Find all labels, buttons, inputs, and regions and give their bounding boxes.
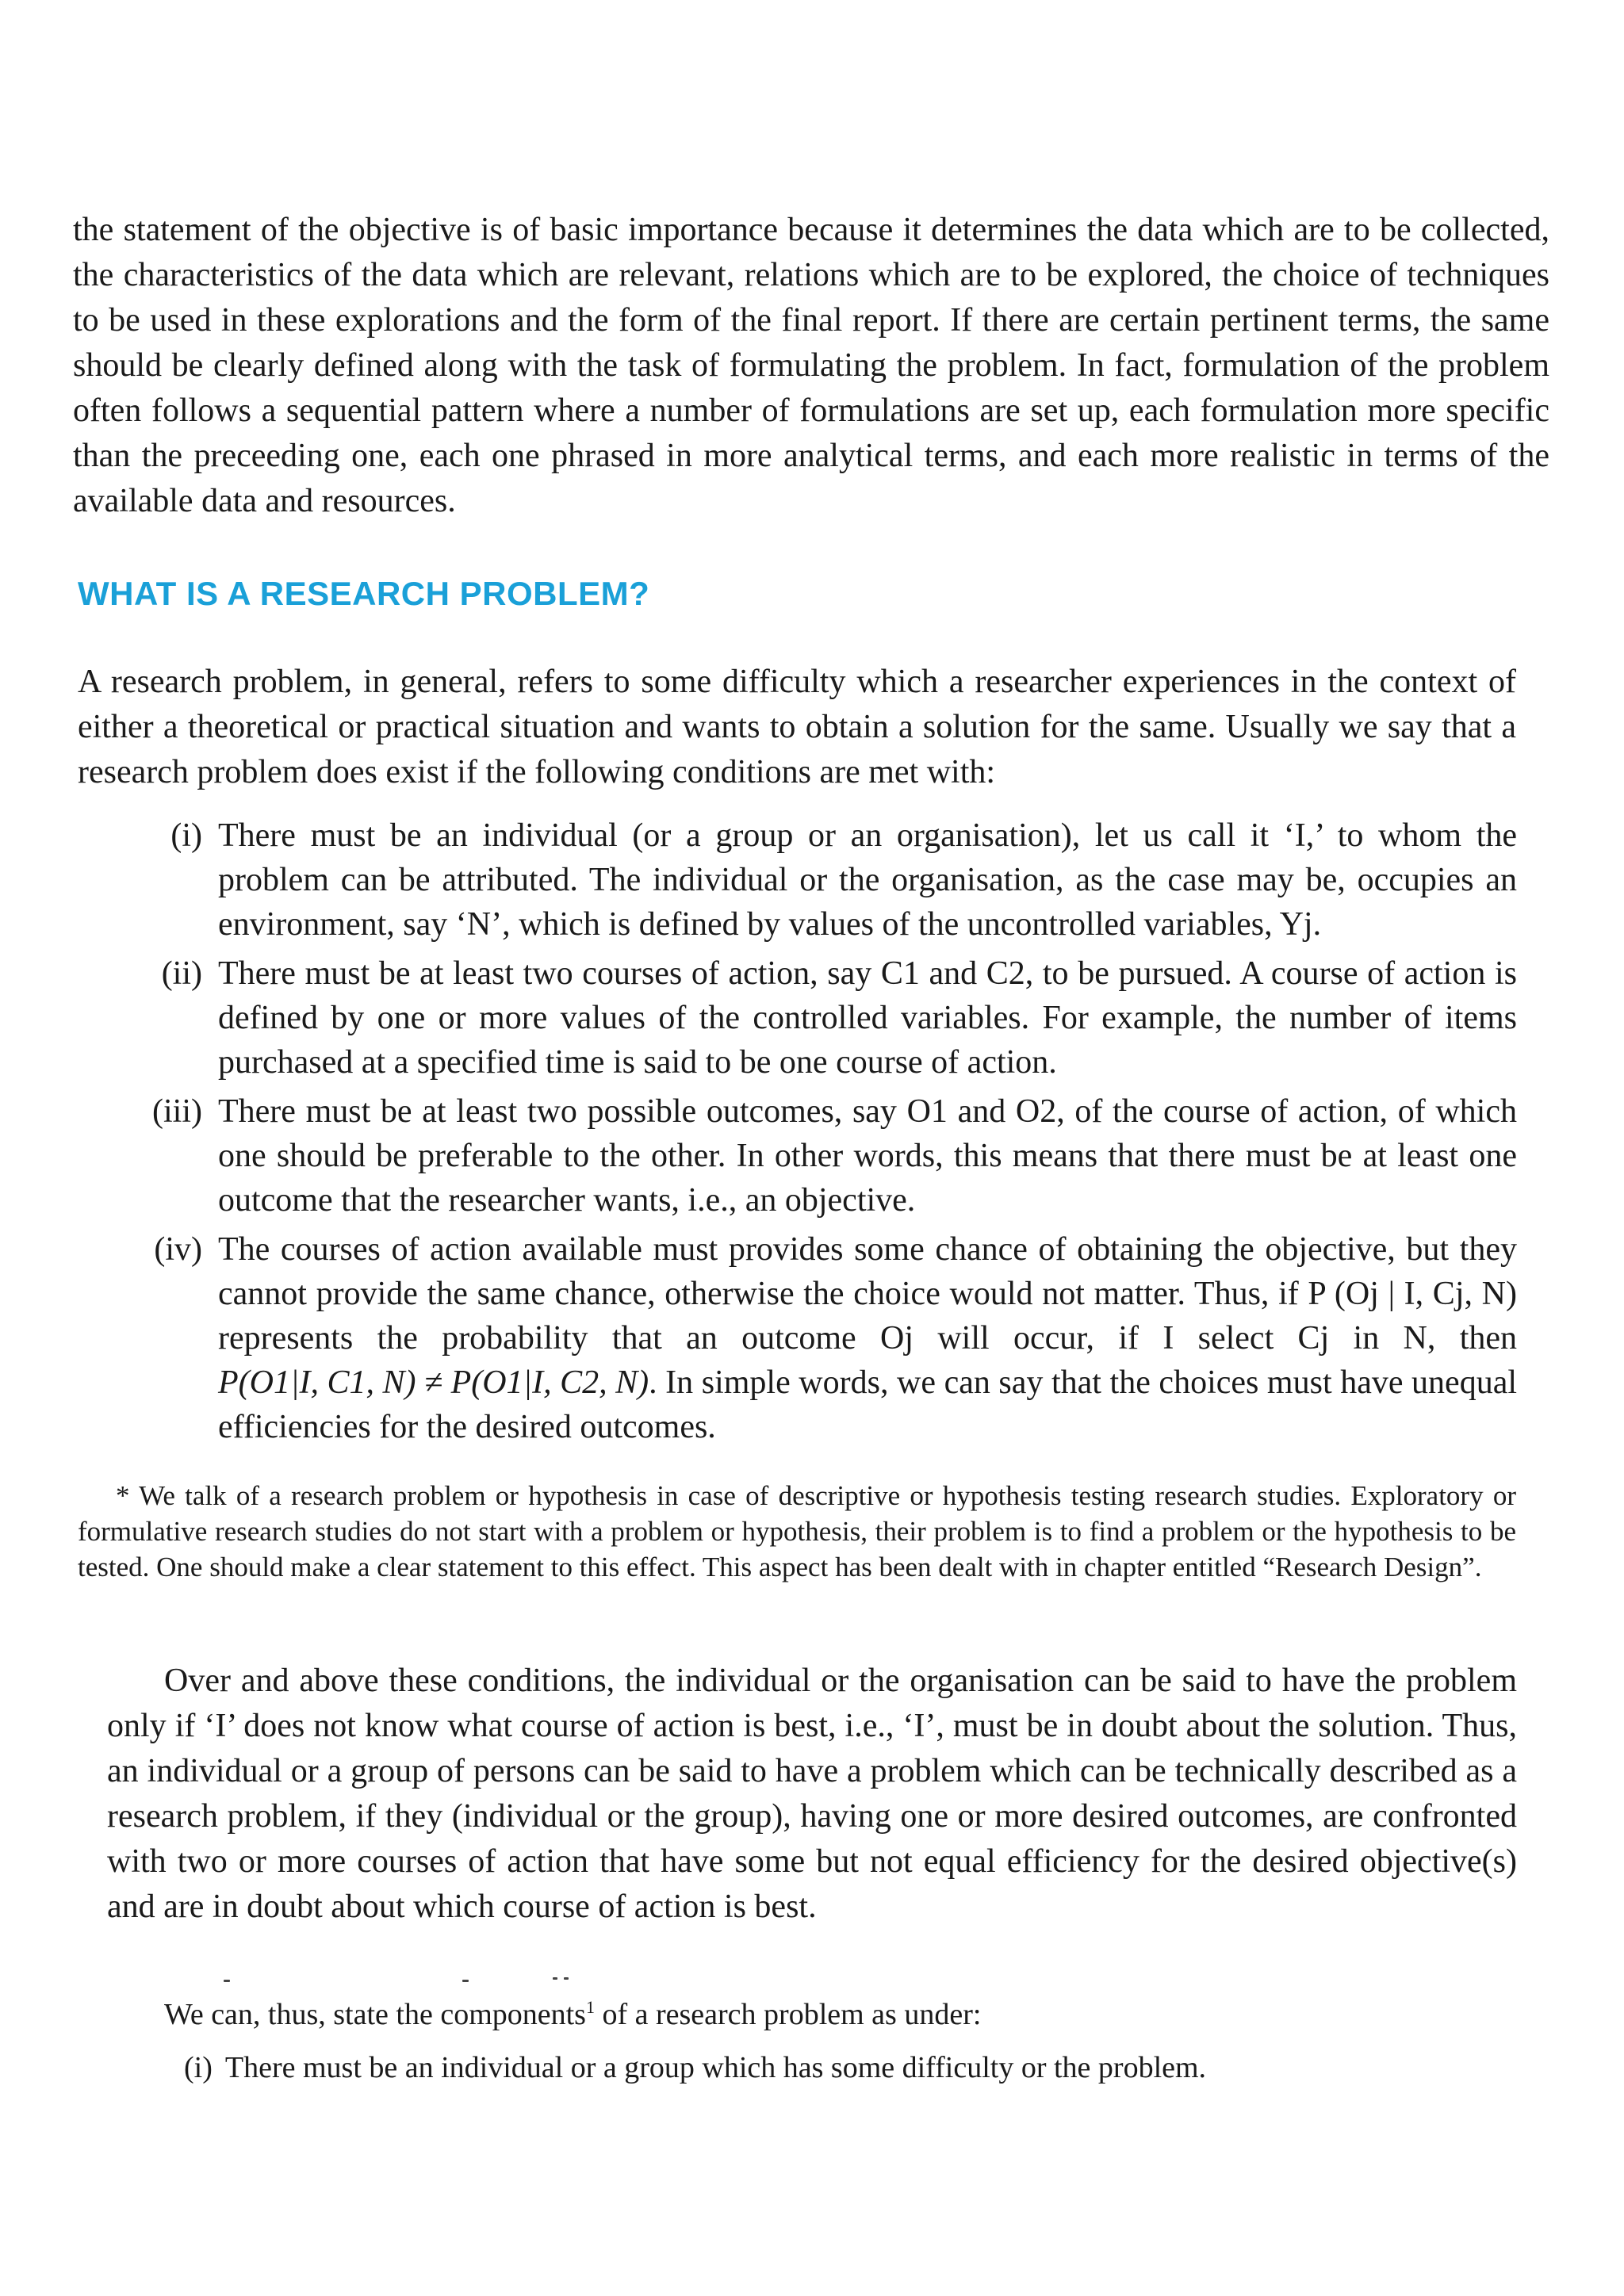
condition-text-before: The courses of action available must provides some chance of obtaining the objective, but they cannot provide the same chance, otherwise the choice would not matter. Thus, if P (Oj | I, Cj, N) represents the probability that an outcome Oj will occur, if I select Cj in N, then: [218, 1231, 1517, 1357]
condition-number: (ii): [161, 955, 202, 992]
component-text: There must be an individual or a group which has some difficulty or the problem.: [224, 2051, 1207, 2084]
stray-mark: [564, 1977, 569, 1980]
condition-item: [147, 1089, 1517, 1223]
probability-formula: P(O1|I, C1, N) ≠ P(O1|I, C2, N): [218, 1364, 649, 1401]
stray-mark: [553, 1977, 557, 1980]
condition-number: (iii): [152, 1093, 202, 1130]
condition-text: There must be at least two courses of action, say C1 and C2, to be pursued. A course of action is defined by one or more values of the controlled variables. For example, the number of items purchased at a specified time is said to be one course of action.: [218, 955, 1517, 1081]
condition-text: [218, 1227, 1517, 1449]
footnote-reference: 1: [585, 1997, 595, 2017]
condition-item: [147, 951, 1517, 1085]
component-number: (i): [184, 2051, 213, 2084]
stray-mark: [462, 1980, 469, 1982]
component-item: [184, 2049, 1206, 2087]
section-heading: WHAT IS A RESEARCH PROBLEM?: [78, 575, 650, 612]
components-intro-before: We can, thus, state the components: [164, 1998, 586, 2031]
components-intro: [164, 1988, 981, 2034]
stray-mark: [224, 1980, 230, 1982]
conditions-summary-paragraph: Over and above these conditions, the individual or the organisation can be said to have the problem only if ‘I’ does not know what course of action is best, i.e., ‘I’, must be in doubt about the solution. Thus, an individual or a group of persons can be said to have a problem which can be technically described as a research problem, if they (individual or the group), having one or more desired outcomes, are confronted with two or more courses of action that have some but not equal efficiency for the desired objective(s) and are in doubt about which course of action is best.: [107, 1663, 1517, 1925]
condition-number: (i): [170, 817, 202, 854]
condition-item: [147, 1227, 1517, 1449]
components-intro-after: of a research problem as under:: [594, 1998, 982, 2031]
condition-text: There must be at least two possible outcomes, say O1 and O2, of the course of action, of which one should be preferable to the other. In other words, this means that there must be at least one outcome that the researcher wants, i.e., an objective.: [218, 1093, 1517, 1219]
conditions-list: [147, 813, 1517, 1454]
condition-text: There must be an individual (or a group or an organisation), let us call it ‘I,’ to whom the problem can be attributed. The individual or the organisation, as the case may be, occupies an environment, say ‘N’, which is defined by values of the uncontrolled variables, Yj.: [218, 817, 1517, 943]
condition-number: (iv): [154, 1231, 202, 1268]
condition-item: [147, 813, 1517, 947]
condition-text-after: . In simple words, we can say that the choices must have unequal efficiencies for the desired outcomes.: [218, 1364, 1517, 1445]
intro-paragraph: the statement of the objective is of basic importance because it determines the data which are to be collected, the characteristics of the data which are relevant, relations which are to be explored, the choice of techniques to be used in these explorations and the form of the final report. If there are certain pertinent terms, the same should be clearly defined along with the task of formulating the problem. In fact, formulation of the problem often follows a sequential pattern where a number of formulations are set up, each formulation more specific than the preceeding one, each one phrased in more analytical terms, and each more realistic in terms of the available data and resources.: [73, 212, 1549, 519]
footnote: * We talk of a research problem or hypothesis in case of descriptive or hypothesis testing research studies. Exploratory or formulative research studies do not start with a problem or hypothesis, their problem is to find a problem or the hypothesis to be tested. One should make a clear statement to this effect. This aspect has been dealt with in chapter entitled “Research Design”.: [78, 1480, 1516, 1582]
definition-paragraph: A research problem, in general, refers to some difficulty which a researcher experiences in the context of either a theoretical or practical situation and wants to obtain a solution for the same. Usually we say that a research problem does exist if the following conditions are met with:: [78, 664, 1516, 790]
